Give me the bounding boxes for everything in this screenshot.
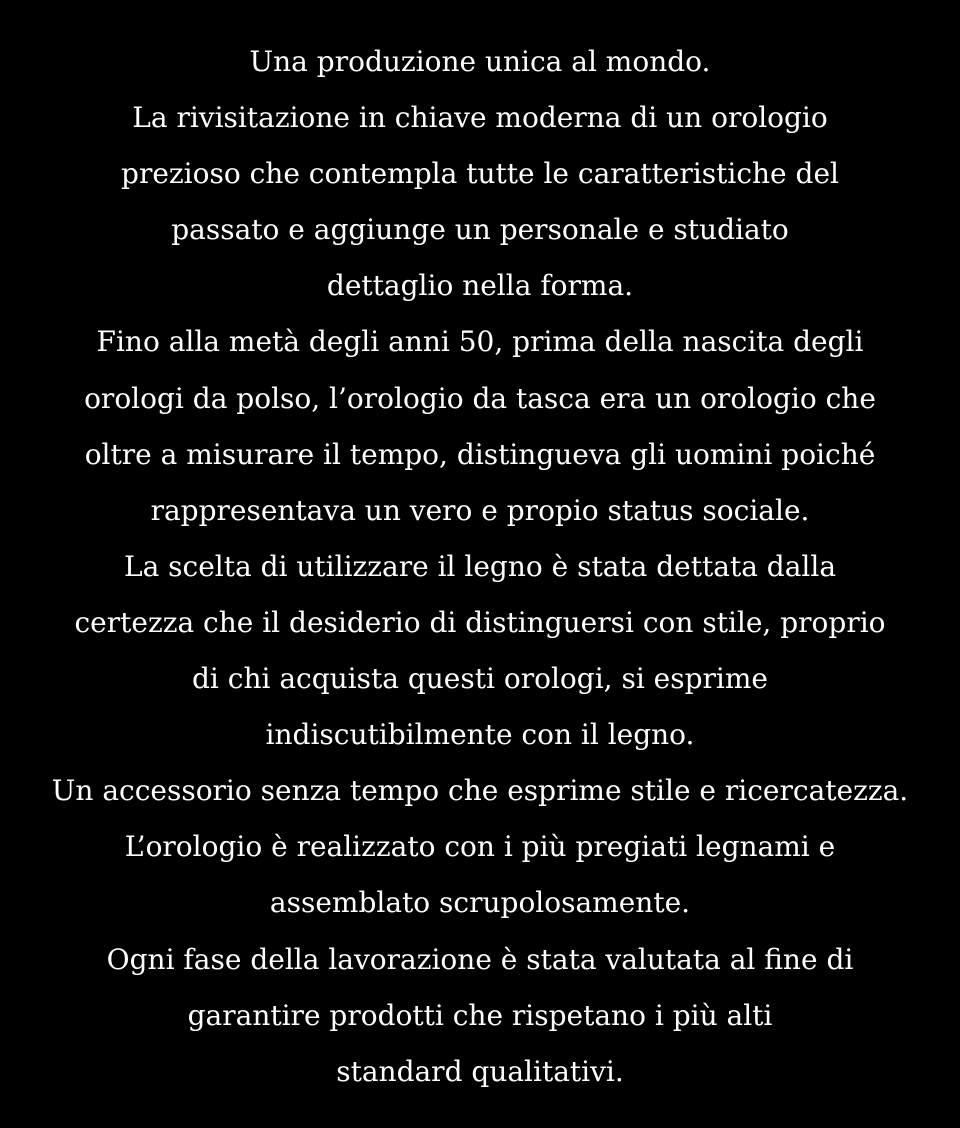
text-line: rappresentava un vero e propio status sociale. xyxy=(150,493,810,527)
text-line: La rivisitazione in chiave moderna di un orologio xyxy=(132,101,828,135)
text-line: Ogni fase della lavorazione è stata valutata al fine di xyxy=(106,942,854,976)
text-line: certezza che il desiderio di distinguersi con stile, proprio xyxy=(74,605,886,639)
text-line: Fino alla metà degli anni 50, prima della nascita degli xyxy=(96,325,864,359)
text-line: dettaglio nella forma. xyxy=(326,269,634,303)
description-text xyxy=(0,34,960,1100)
text-line: passato e aggiunge un personale e studiato xyxy=(171,213,789,247)
text-line: garantire prodotti che rispetano i più alti xyxy=(187,998,773,1032)
text-line: oltre a misurare il tempo, distingueva gli uomini poiché xyxy=(84,437,876,471)
text-line: assemblato scrupolosamente. xyxy=(269,886,691,920)
text-line: Un accessorio senza tempo che esprime stile e ricercatezza. xyxy=(51,774,909,808)
text-line: di chi acquista questi orologi, si esprime xyxy=(192,662,768,696)
text-line: Una produzione unica al mondo. xyxy=(249,45,711,78)
text-line: standard qualitativi. xyxy=(336,1054,624,1088)
text-line: orologi da polso, l’orologio da tasca era un orologio che xyxy=(84,381,876,415)
text-line: indiscutibilmente con il legno. xyxy=(265,718,695,752)
text-line: prezioso che contempla tutte le caratteristiche del xyxy=(121,157,839,191)
text-line: L’orologio è realizzato con i più pregiati legnami e xyxy=(124,830,836,864)
text-line: La scelta di utilizzare il legno è stata dettata dalla xyxy=(123,549,837,583)
